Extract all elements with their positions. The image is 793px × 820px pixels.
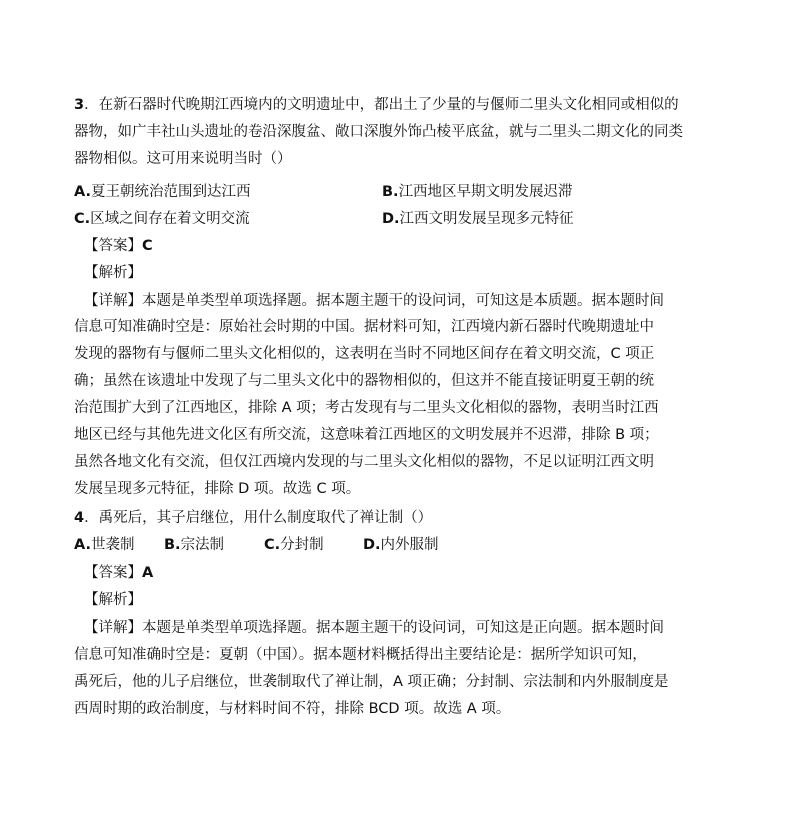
q4-option-c [264, 534, 324, 556]
q3-stem-line-2: 器物，如广丰社山头遗址的卷沿深腹盆、敞口深腹外饰凸棱平底盆，就与二里头二期文化的同类 [74, 124, 683, 140]
q3-option-b-label: B. [382, 184, 399, 200]
q4-detail-line-4: 西周时期的政治制度，与材料时间不符，排除 BCD 项。故选 A 项。 [74, 701, 511, 717]
q4-number: 4 [74, 510, 85, 526]
q4-detail-line-1 [84, 617, 664, 639]
q3-answer-tag: 【答案】 [84, 238, 142, 254]
q4-stem-line [74, 507, 432, 529]
q3-stem-line-3: 器物相似。这可用来说明当时（） [74, 151, 292, 167]
q3-detail-line-8: 发展呈现多元特征，排除 D 项。故选 C 项。 [74, 481, 361, 497]
q3-answer-line [84, 235, 153, 257]
q3-stem-line-1 [74, 94, 679, 116]
q3-detail-line-7: 虽然各地文化有交流，但仅江西境内发现的与二里头文化相似的器物，不足以证明江西文明 [74, 454, 654, 470]
q3-option-a [74, 181, 251, 203]
q3-option-c [74, 208, 250, 230]
q3-answer-value: C [142, 238, 153, 254]
q4-option-d-text: 内外服制 [380, 537, 439, 553]
q4-stem-text: ．禹死后，其子启继位，用什么制度取代了禅让制（） [84, 510, 433, 526]
q3-detail-tag: 【详解】 [84, 293, 142, 309]
q4-option-b-label: B. [164, 537, 181, 553]
q4-answer-value: A [142, 565, 154, 581]
q4-analysis-tag: 【解析】 [84, 592, 142, 608]
q4-option-b [164, 534, 224, 556]
q4-answer-tag: 【答案】 [84, 565, 142, 581]
q3-option-c-text: 区域之间存在着文明交流 [90, 211, 250, 227]
q3-detail-line-3: 发现的器物有与偃师二里头文化相似的，这表明在当时不同地区间存在着文明交流，C 项正 [74, 346, 655, 362]
q3-option-c-label: C. [74, 211, 91, 227]
q4-detail-line-3: 禹死后，他的儿子启继位，世袭制取代了禅让制，A 项正确；分封制、宗法制和内外服制度是 [74, 674, 669, 690]
q3-option-d-text: 江西文明发展呈现多元特征 [399, 211, 574, 227]
q4-option-a [74, 534, 135, 556]
q4-option-b-text: 宗法制 [180, 537, 225, 553]
q4-option-c-text: 分封制 [280, 537, 324, 553]
q4-detail-line-2: 信息可知准确时空是：夏朝（中国）。据本题材料概括得出主要结论是：据所学知识可知， [74, 647, 647, 663]
q3-option-b-text: 江西地区早期文明发展迟滞 [398, 184, 573, 200]
q3-option-a-label: A. [74, 184, 91, 200]
q3-detail-line-5: 治范围扩大到了江西地区，排除 A 项；考古发现有与二里头文化相似的器物，表明当时江西 [74, 400, 659, 416]
q3-option-d-label: D. [382, 211, 400, 227]
q3-option-a-text: 夏王朝统治范围到达江西 [91, 184, 251, 200]
q4-option-d [363, 534, 439, 556]
q4-detail-text-1: 本题是单类型单项选择题。据本题主题干的设问词，可知这是正向题。据本题时间 [142, 620, 664, 636]
q3-option-b [382, 181, 573, 203]
q3-detail-line-4: 确；虽然在该遗址中发现了与二里头文化中的器物相似的，但这并不能直接证明夏王朝的统 [74, 373, 654, 389]
q3-detail-text-1: 本题是单类型单项选择题。据本题主题干的设问词，可知这是本质题。据本题时间 [142, 293, 664, 309]
q3-analysis-tag: 【解析】 [84, 265, 142, 281]
q3-detail-line-1 [84, 290, 664, 312]
q4-detail-tag: 【详解】 [84, 620, 142, 636]
q3-detail-line-2: 信息可知准确时空是：原始社会时期的中国。据材料可知，江西境内新石器时代晚期遗址中 [74, 319, 654, 335]
q4-option-a-label: A. [74, 537, 91, 553]
q3-stem-text-1: ．在新石器时代晚期江西境内的文明遗址中，都出土了少量的与偃师二里头文化相同或相似的 [84, 97, 679, 113]
q4-answer-line [84, 562, 153, 584]
q4-option-d-label: D. [363, 537, 381, 553]
q3-number: 3 [74, 97, 85, 113]
q3-detail-line-6: 地区已经与其他先进文化区有所交流，这意味着江西地区的文明发展并不迟滞，排除 B 项； [74, 427, 659, 443]
q4-option-c-label: C. [264, 537, 281, 553]
q3-option-d [382, 208, 574, 230]
q4-option-a-text: 世袭制 [91, 537, 135, 553]
